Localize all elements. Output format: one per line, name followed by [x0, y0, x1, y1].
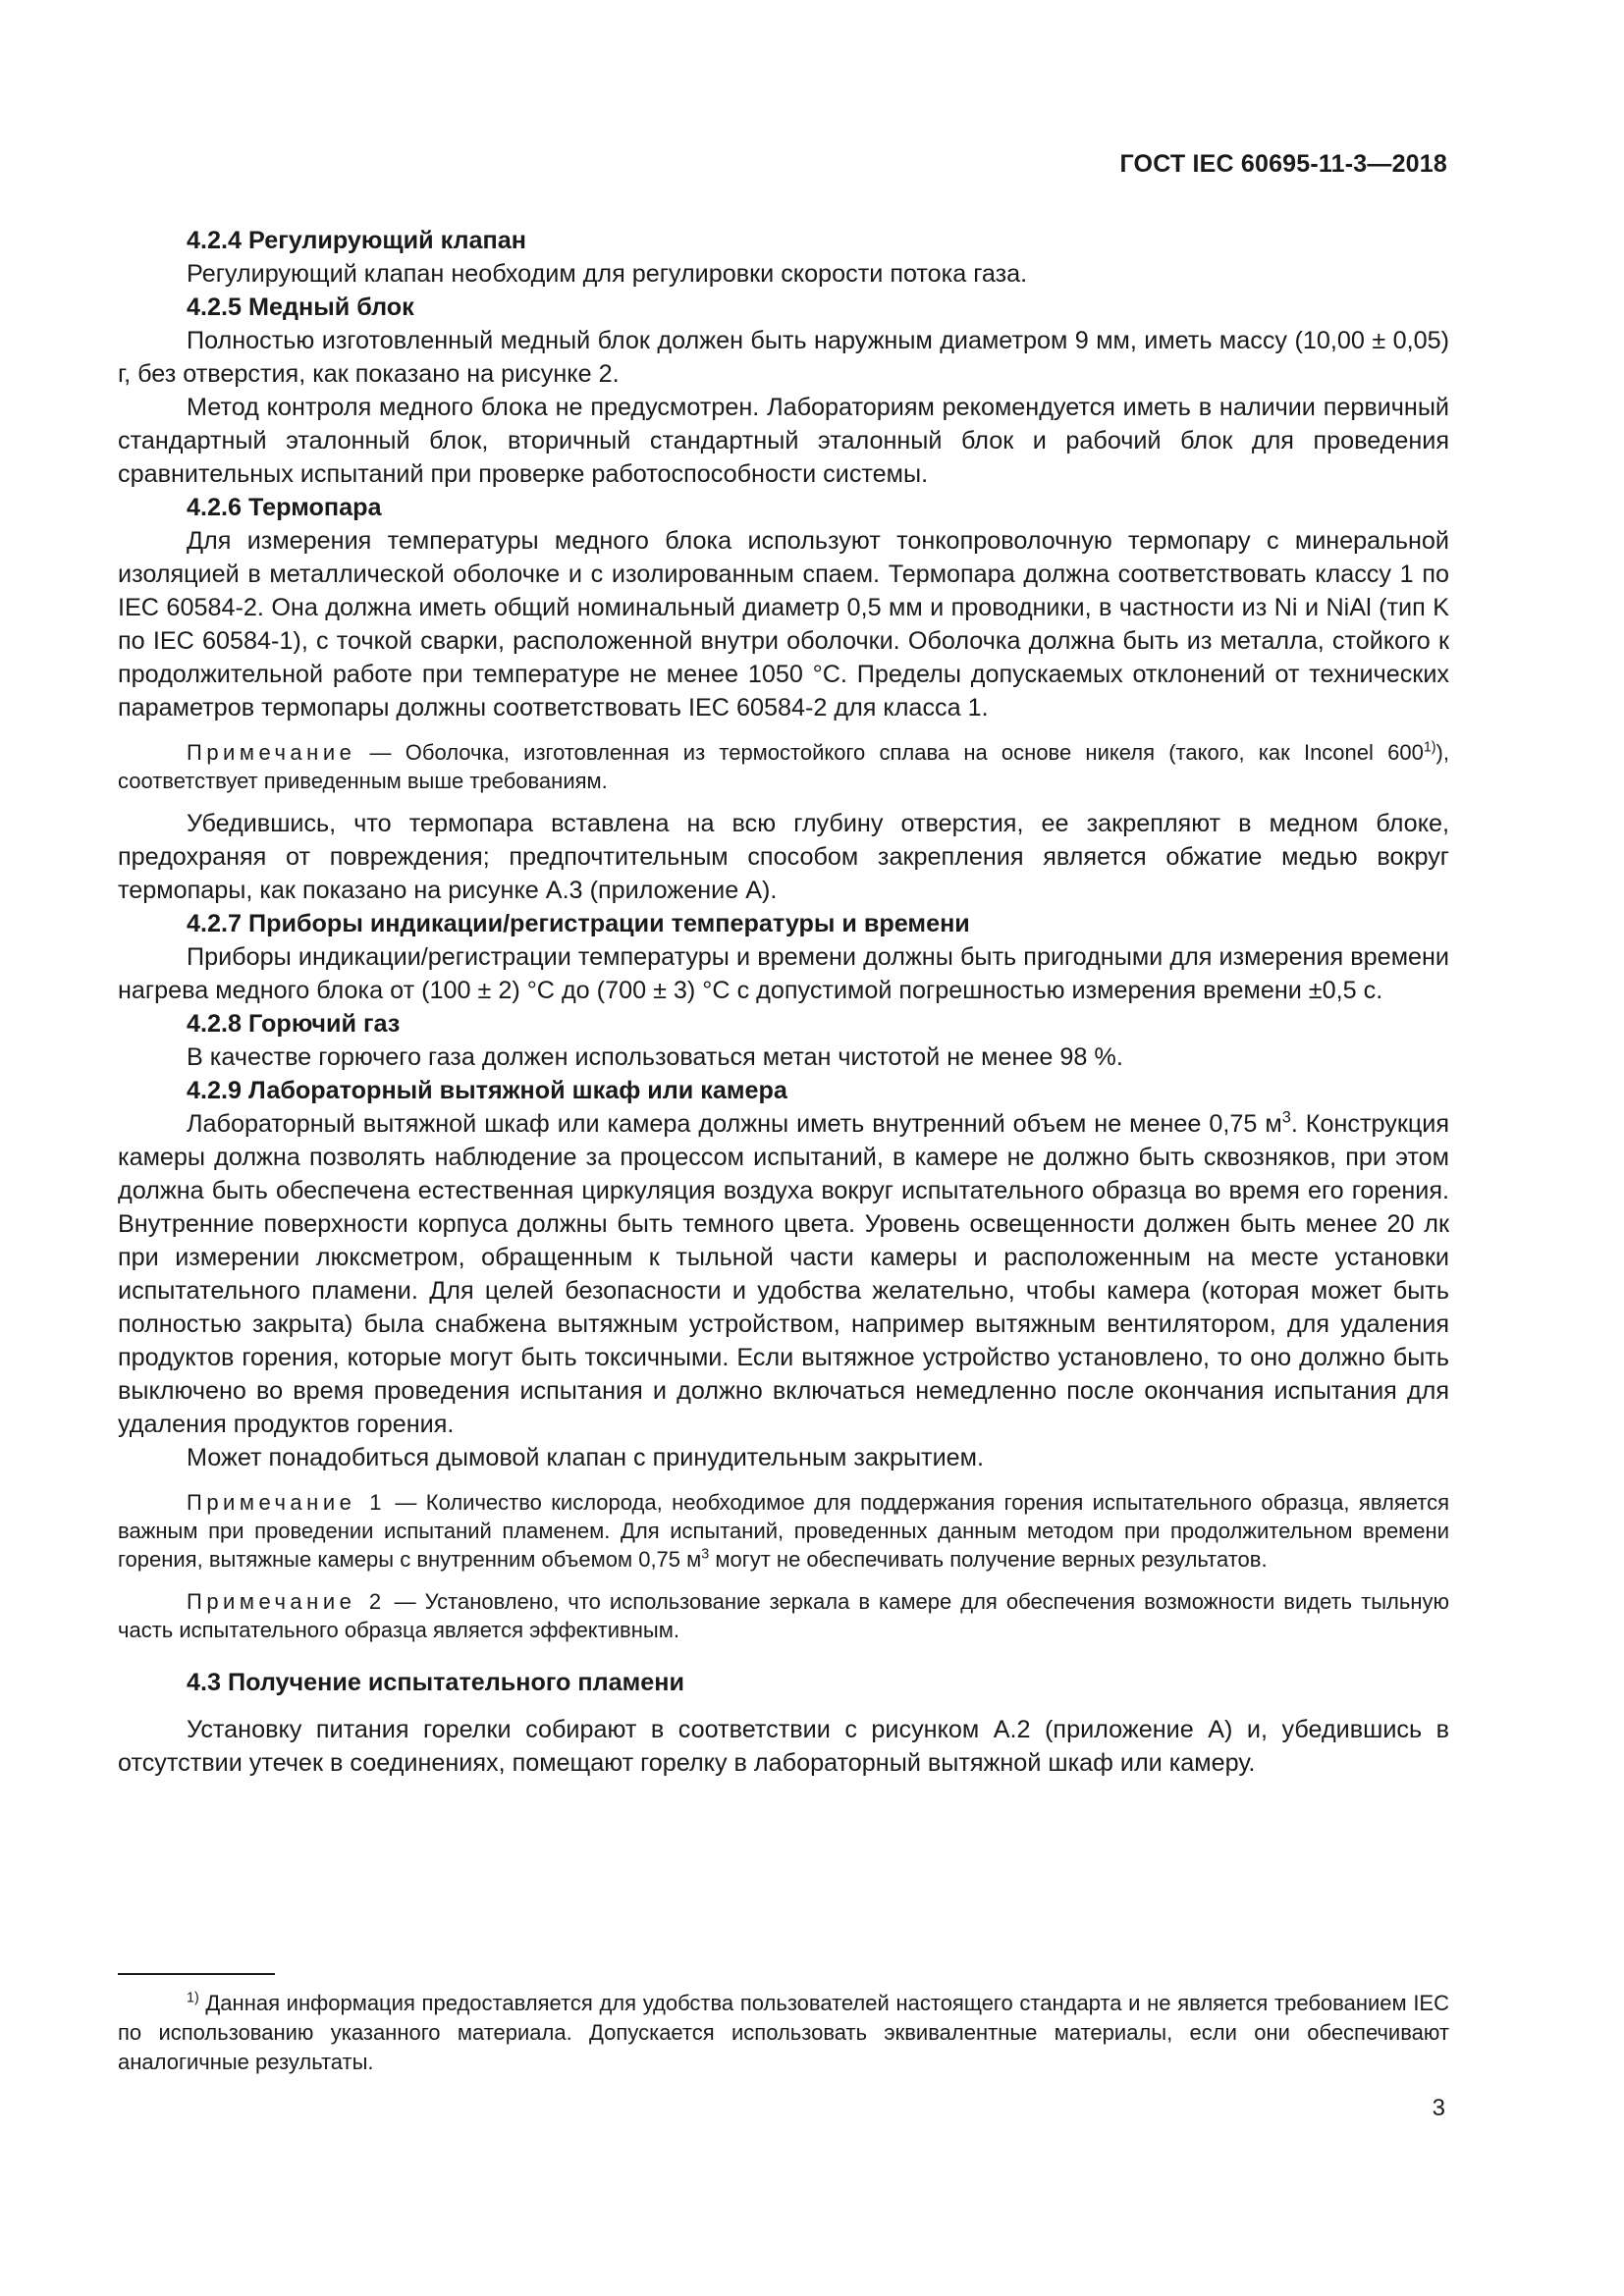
paragraph: Регулирующий клапан необходим для регулировки скорости потока газа.: [187, 260, 1028, 288]
note-label: Примечание 1: [187, 1490, 386, 1515]
note-text: могут не обеспечивать получение верных результатов.: [709, 1547, 1268, 1572]
note-text: ), соответствует приведенным выше требованиям.: [118, 740, 1449, 793]
note-text: — Оболочка, изготовленная из термостойкого сплава на основе никеля (такого, как Inconel 600: [355, 740, 1424, 765]
superscript: 3: [1281, 1108, 1291, 1127]
paragraph: Может понадобиться дымовой клапан с принудительным закрытием.: [187, 1444, 984, 1471]
paragraph-text: Лабораторный вытяжной шкаф или камера должны иметь внутренний объем не менее 0,75 м: [187, 1110, 1282, 1138]
paragraph: Убедившись, что термопара вставлена на всю глубину отверстия, ее закрепляют в медном блоке, предохраняя от повреждения; предпочтительным способом закрепления является обжатие медью вокруг термопары, как показано на рисунке А.3 (приложение А).: [118, 810, 1449, 904]
heading-4-3: 4.3 Получение испытательного пламени: [187, 1669, 684, 1696]
note: [118, 738, 1449, 795]
footnote-text: Данная информация предоставляется для удобства пользователей настоящего стандарта и не является требованием IEC по использованию указанного материала. Допускается использовать эквивалентные материалы, если они обеспечивают аналогичные результаты.: [118, 1991, 1449, 2074]
paragraph: Для измерения температуры медного блока используют тонкопроволочную термопару с минеральной изоляцией в металлической оболочке и с изолированным спаем. Термопара должна соответствовать классу 1 по IEC 60584-2. Она должна иметь общий номинальный диаметр 0,5 мм и проводники, в частности из Ni и NiAl (тип K по IEC 60584-1), с точкой сварки, расположенной внутри оболочки. Оболочка должна быть из металла, стойкого к продолжительной работе при температуре не менее 1050 °C. Пределы допускаемых отклонений от технических параметров термопары должны соответствовать IEC 60584-2 для класса 1.: [118, 527, 1449, 721]
paragraph: Метод контроля медного блока не предусмотрен. Лабораториям рекомендуется иметь в наличии первичный стандартный эталонный блок, вторичный стандартный эталонный блок и рабочий блок для проведения сравнительных испытаний при проверке работоспособности системы.: [118, 394, 1449, 488]
footnote-reference: 1): [1423, 739, 1436, 756]
heading-4-2-9: 4.2.9 Лабораторный вытяжной шкаф или камера: [187, 1077, 787, 1104]
standard-designation: ГОСТ IEC 60695-11-3—2018: [1119, 150, 1447, 178]
paragraph: Приборы индикации/регистрации температуры и времени должны быть пригодными для измерения времени нагрева медного блока от (100 ± 2) °C до (700 ± 3) °C с допустимой погрешностью измерения времени ±0,5 с.: [118, 943, 1449, 1004]
heading-4-2-5: 4.2.5 Медный блок: [187, 294, 414, 321]
paragraph: [118, 1107, 1449, 1441]
note-text: — Количество кислорода, необходимое для поддержания горения испытательного образца, является важным при проведении испытаний пламенем. Для испытаний, проведенных данным методом при продолжительном времени горения, вытяжные камеры с внутренним объемом 0,75 м: [118, 1490, 1450, 1572]
note-2: [118, 1587, 1449, 1644]
heading-4-2-8: 4.2.8 Горючий газ: [187, 1010, 401, 1038]
heading-4-2-7: 4.2.7 Приборы индикации/регистрации температуры и времени: [187, 910, 970, 937]
footnote-marker: 1): [187, 1990, 199, 2006]
footnote: [118, 1989, 1449, 2077]
paragraph: Полностью изготовленный медный блок должен быть наружным диаметром 9 мм, иметь массу (10,00 ± 0,05) г, без отверстия, как показано на рисунке 2.: [118, 327, 1449, 388]
paragraph-text: . Конструкция камеры должна позволять наблюдение за процессом испытаний, в камере не должно быть сквозняков, при этом должна быть обеспечена естественная циркуляция воздуха вокруг испытательного образца во время его горения. Внутренние поверхности корпуса должны быть темного цвета. Уровень освещенности должен быть менее 20 лк при измерении люксметром, обращенным к тыльной части камеры и расположенным на месте установки испытательного пламени. Для целей безопасности и удобства желательно, чтобы камера (которая может быть полностью закрыта) была снабжена вытяжным устройством, например вытяжным вентилятором, для удаления продуктов горения, которые могут быть токсичными. Если вытяжное устройство установлено, то оно должно быть выключено во время проведения испытания и должно включаться немедленно после окончания испытания для удаления продуктов горения.: [118, 1110, 1449, 1438]
superscript: 3: [701, 1546, 710, 1563]
heading-4-2-4: 4.2.4 Регулирующий клапан: [187, 227, 526, 254]
note-text: — Установлено, что использование зеркала в камере для обеспечения возможности видеть тыльную часть испытательного образца является эффективным.: [118, 1589, 1449, 1642]
page-number: 3: [1432, 2095, 1445, 2121]
note-1: [118, 1488, 1449, 1574]
heading-4-2-6: 4.2.6 Термопара: [187, 494, 382, 521]
footnote-separator: [118, 1973, 275, 1975]
note-label: Примечание 2: [187, 1589, 386, 1614]
paragraph: В качестве горючего газа должен использоваться метан чистотой не менее 98 %.: [187, 1043, 1123, 1071]
note-label: Примечание: [187, 740, 356, 765]
paragraph: Установку питания горелки собирают в соответствии с рисунком А.2 (приложение А) и, убедившись в отсутствии утечек в соединениях, помещают горелку в лабораторный вытяжной шкаф или камеру.: [118, 1716, 1449, 1777]
main-text: [118, 224, 1449, 1780]
